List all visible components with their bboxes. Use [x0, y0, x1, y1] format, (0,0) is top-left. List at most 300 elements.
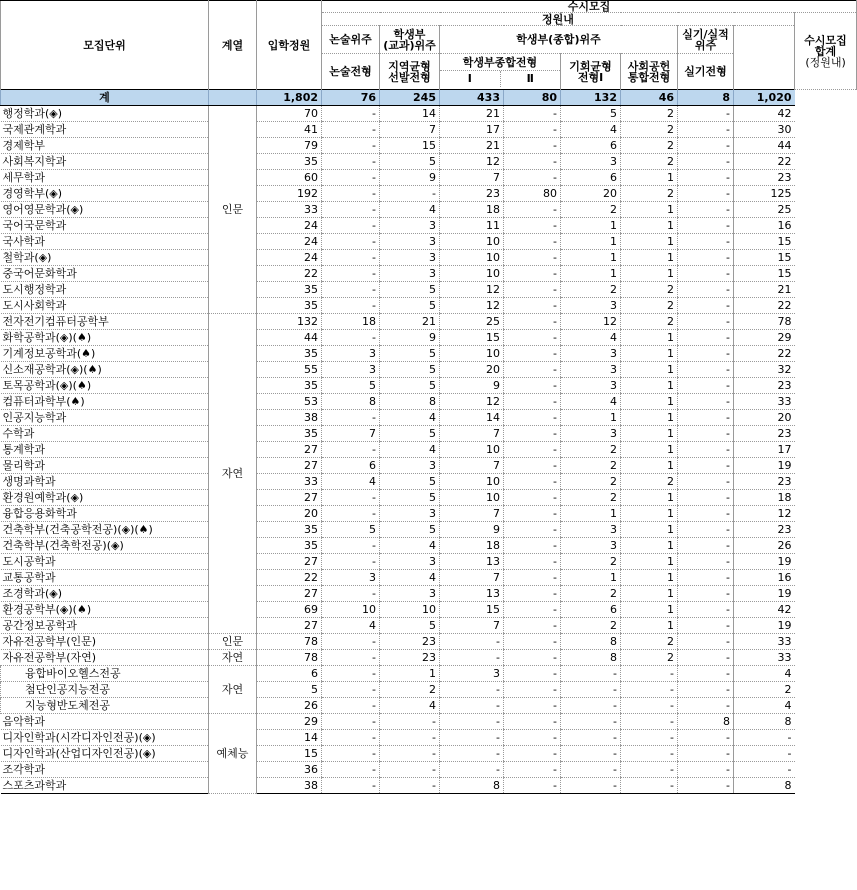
- regional-cell: -: [380, 746, 440, 762]
- essay-cell: 5: [322, 522, 380, 538]
- unit-name: 환경공학부(◈)(♠): [1, 602, 209, 618]
- quota-cell: 35: [257, 426, 322, 442]
- table-row: [1, 762, 857, 778]
- early-total-cell: 125: [734, 186, 795, 202]
- unit-name: 디자인학과(시각디자인전공)(◈): [1, 730, 209, 746]
- opportunity-cell: 2: [561, 442, 621, 458]
- holistic-1-cell: 10: [440, 346, 504, 362]
- opportunity-cell: 1: [561, 410, 621, 426]
- table-row: [1, 458, 857, 474]
- holistic-2-cell: -: [504, 346, 561, 362]
- early-total-cell: 15: [734, 234, 795, 250]
- quota-cell: 29: [257, 714, 322, 730]
- table-row: [1, 394, 857, 410]
- holistic-2-cell: -: [504, 266, 561, 282]
- social-cell: 2: [621, 154, 678, 170]
- early-total-cell: 32: [734, 362, 795, 378]
- header-holistic-sub: [440, 71, 560, 87]
- essay-cell: -: [322, 490, 380, 506]
- early-total-cell: 23: [734, 522, 795, 538]
- essay-cell: -: [322, 762, 380, 778]
- essay-cell: -: [322, 698, 380, 714]
- quota-cell: 24: [257, 250, 322, 266]
- social-cell: 1: [621, 170, 678, 186]
- holistic-1-cell: 15: [440, 330, 504, 346]
- essay-cell: 4: [322, 618, 380, 634]
- early-total-cell: 33: [734, 394, 795, 410]
- holistic-2-cell: -: [504, 490, 561, 506]
- total-holistic-1: 433: [440, 90, 504, 106]
- regional-cell: 9: [380, 170, 440, 186]
- practical-cell: -: [678, 314, 734, 330]
- regional-cell: 21: [380, 314, 440, 330]
- opportunity-cell: 6: [561, 138, 621, 154]
- early-total-cell: 19: [734, 586, 795, 602]
- table-row: [1, 618, 857, 634]
- practical-cell: -: [678, 538, 734, 554]
- regional-cell: 23: [380, 634, 440, 650]
- essay-cell: -: [322, 410, 380, 426]
- holistic-1-cell: -: [440, 730, 504, 746]
- opportunity-cell: 3: [561, 362, 621, 378]
- total-label: 계: [1, 90, 209, 106]
- practical-cell: -: [678, 154, 734, 170]
- regional-cell: 4: [380, 202, 440, 218]
- regional-cell: -: [380, 714, 440, 730]
- essay-cell: -: [322, 586, 380, 602]
- regional-cell: 4: [380, 570, 440, 586]
- holistic-2-cell: -: [504, 154, 561, 170]
- holistic-2-cell: -: [504, 394, 561, 410]
- quota-cell: 53: [257, 394, 322, 410]
- practical-cell: -: [678, 570, 734, 586]
- regional-cell: 5: [380, 618, 440, 634]
- unit-name: 건축학부(건축학전공)(◈): [1, 538, 209, 554]
- social-cell: 1: [621, 458, 678, 474]
- holistic-2-cell: -: [504, 682, 561, 698]
- unit-name: 컴퓨터과학부(♠): [1, 394, 209, 410]
- regional-cell: 7: [380, 122, 440, 138]
- holistic-2-cell: -: [504, 442, 561, 458]
- regional-cell: 14: [380, 106, 440, 122]
- holistic-1-cell: -: [440, 746, 504, 762]
- holistic-1-cell: -: [440, 698, 504, 714]
- practical-cell: -: [678, 586, 734, 602]
- essay-cell: -: [322, 682, 380, 698]
- holistic-2-cell: -: [504, 602, 561, 618]
- header-in-quota: 정원내: [322, 13, 795, 26]
- table-row: [1, 410, 857, 426]
- table-row: [1, 154, 857, 170]
- header-record-group: 학생부 (교과)위주: [380, 26, 440, 54]
- opportunity-cell: 2: [561, 490, 621, 506]
- social-cell: 1: [621, 330, 678, 346]
- holistic-2-cell: -: [504, 698, 561, 714]
- holistic-1-cell: 14: [440, 410, 504, 426]
- unit-name: 도시공학과: [1, 554, 209, 570]
- table-row: [1, 490, 857, 506]
- essay-cell: -: [322, 538, 380, 554]
- opportunity-cell: 3: [561, 538, 621, 554]
- unit-name: 화학공학과(◈)(♠): [1, 330, 209, 346]
- practical-cell: -: [678, 234, 734, 250]
- regional-cell: 8: [380, 394, 440, 410]
- essay-cell: 7: [322, 426, 380, 442]
- regional-cell: 5: [380, 474, 440, 490]
- opportunity-cell: -: [561, 698, 621, 714]
- header-early-total-label: 수시모집 합계: [804, 33, 847, 58]
- regional-cell: 3: [380, 586, 440, 602]
- early-total-cell: 18: [734, 490, 795, 506]
- quota-cell: 22: [257, 266, 322, 282]
- holistic-2-cell: -: [504, 666, 561, 682]
- holistic-1-cell: 12: [440, 298, 504, 314]
- social-cell: 1: [621, 522, 678, 538]
- social-cell: 1: [621, 266, 678, 282]
- category-cell: 예체능: [209, 714, 257, 794]
- table-row: [1, 346, 857, 362]
- social-cell: 1: [621, 234, 678, 250]
- holistic-1-cell: 12: [440, 154, 504, 170]
- regional-cell: 4: [380, 698, 440, 714]
- total-social: 46: [621, 90, 678, 106]
- early-total-cell: 26: [734, 538, 795, 554]
- social-cell: 2: [621, 138, 678, 154]
- table-row: [1, 602, 857, 618]
- practical-cell: -: [678, 618, 734, 634]
- social-cell: 1: [621, 202, 678, 218]
- opportunity-cell: 20: [561, 186, 621, 202]
- social-cell: 2: [621, 282, 678, 298]
- essay-cell: -: [322, 266, 380, 282]
- quota-cell: 132: [257, 314, 322, 330]
- regional-cell: 3: [380, 234, 440, 250]
- unit-name: 스포츠과학과: [1, 778, 209, 794]
- early-total-cell: 20: [734, 410, 795, 426]
- social-cell: 1: [621, 426, 678, 442]
- opportunity-cell: 2: [561, 458, 621, 474]
- social-cell: 2: [621, 314, 678, 330]
- holistic-1-cell: -: [440, 634, 504, 650]
- holistic-2-cell: -: [504, 234, 561, 250]
- holistic-1-cell: 17: [440, 122, 504, 138]
- early-total-cell: 16: [734, 218, 795, 234]
- header-practical-type: 실기전형: [678, 54, 734, 90]
- quota-cell: 78: [257, 634, 322, 650]
- social-cell: 1: [621, 442, 678, 458]
- unit-name: 토목공학과(◈)(♠): [1, 378, 209, 394]
- holistic-1-cell: 7: [440, 506, 504, 522]
- quota-cell: 33: [257, 202, 322, 218]
- table-row: [1, 522, 857, 538]
- early-total-cell: 4: [734, 698, 795, 714]
- regional-cell: 5: [380, 522, 440, 538]
- social-cell: -: [621, 714, 678, 730]
- opportunity-cell: -: [561, 682, 621, 698]
- unit-name: 수학과: [1, 426, 209, 442]
- holistic-2-cell: -: [504, 250, 561, 266]
- holistic-1-cell: 10: [440, 266, 504, 282]
- quota-cell: 5: [257, 682, 322, 698]
- holistic-1-cell: 10: [440, 474, 504, 490]
- essay-cell: -: [322, 106, 380, 122]
- table-row: [1, 698, 857, 714]
- table-row: [1, 122, 857, 138]
- unit-name: 물리학과: [1, 458, 209, 474]
- opportunity-cell: 4: [561, 122, 621, 138]
- quota-cell: 36: [257, 762, 322, 778]
- holistic-1-cell: 7: [440, 170, 504, 186]
- early-total-cell: 17: [734, 442, 795, 458]
- essay-cell: 3: [322, 362, 380, 378]
- opportunity-cell: -: [561, 666, 621, 682]
- social-cell: 1: [621, 618, 678, 634]
- header-category: 계열: [209, 1, 257, 90]
- holistic-2-cell: -: [504, 314, 561, 330]
- opportunity-cell: 1: [561, 506, 621, 522]
- holistic-2-cell: -: [504, 522, 561, 538]
- early-total-cell: 44: [734, 138, 795, 154]
- social-cell: 1: [621, 506, 678, 522]
- total-regional: 245: [380, 90, 440, 106]
- holistic-1-cell: 10: [440, 442, 504, 458]
- practical-cell: -: [678, 378, 734, 394]
- header-social-type: 사회공헌 통합전형: [621, 54, 678, 90]
- essay-cell: -: [322, 202, 380, 218]
- holistic-2-cell: -: [504, 554, 561, 570]
- quota-cell: 35: [257, 378, 322, 394]
- total-holistic-2: 80: [504, 90, 561, 106]
- regional-cell: 3: [380, 554, 440, 570]
- early-total-cell: 8: [734, 778, 795, 794]
- unit-name: 전자전기컴퓨터공학부: [1, 314, 209, 330]
- opportunity-cell: 8: [561, 650, 621, 666]
- holistic-2-cell: -: [504, 474, 561, 490]
- opportunity-cell: 1: [561, 234, 621, 250]
- holistic-1-cell: 8: [440, 778, 504, 794]
- table-row: [1, 234, 857, 250]
- quota-cell: 35: [257, 538, 322, 554]
- early-total-cell: 25: [734, 202, 795, 218]
- practical-cell: -: [678, 394, 734, 410]
- holistic-2-cell: -: [504, 378, 561, 394]
- quota-cell: 24: [257, 234, 322, 250]
- opportunity-cell: 8: [561, 634, 621, 650]
- practical-cell: -: [678, 346, 734, 362]
- unit-name: 경영학부(◈): [1, 186, 209, 202]
- opportunity-cell: 2: [561, 282, 621, 298]
- quota-cell: 27: [257, 490, 322, 506]
- opportunity-cell: 4: [561, 394, 621, 410]
- regional-cell: 1: [380, 666, 440, 682]
- early-total-cell: 19: [734, 618, 795, 634]
- practical-cell: -: [678, 554, 734, 570]
- unit-name: 국제관계학과: [1, 122, 209, 138]
- regional-cell: 3: [380, 250, 440, 266]
- quota-cell: 35: [257, 298, 322, 314]
- essay-cell: -: [322, 330, 380, 346]
- regional-cell: 2: [380, 682, 440, 698]
- opportunity-cell: 3: [561, 378, 621, 394]
- social-cell: 1: [621, 554, 678, 570]
- unit-name: 경제학부: [1, 138, 209, 154]
- opportunity-cell: 3: [561, 346, 621, 362]
- unit-name: 융합바이오헬스전공: [1, 666, 209, 682]
- total-essay: 76: [322, 90, 380, 106]
- regional-cell: 5: [380, 282, 440, 298]
- table-row: [1, 650, 857, 666]
- regional-cell: -: [380, 778, 440, 794]
- social-cell: 1: [621, 538, 678, 554]
- early-total-cell: 23: [734, 474, 795, 490]
- header-holistic-1: Ⅰ: [440, 71, 501, 87]
- opportunity-cell: 2: [561, 554, 621, 570]
- practical-cell: -: [678, 266, 734, 282]
- quota-cell: 38: [257, 410, 322, 426]
- social-cell: 1: [621, 602, 678, 618]
- essay-cell: 6: [322, 458, 380, 474]
- regional-cell: -: [380, 730, 440, 746]
- essay-cell: -: [322, 186, 380, 202]
- early-total-cell: 21: [734, 282, 795, 298]
- regional-cell: 5: [380, 378, 440, 394]
- unit-name: 첨단인공지능전공: [1, 682, 209, 698]
- quota-cell: 20: [257, 506, 322, 522]
- essay-cell: -: [322, 506, 380, 522]
- holistic-2-cell: -: [504, 538, 561, 554]
- social-cell: -: [621, 698, 678, 714]
- category-cell: 인문: [209, 106, 257, 314]
- opportunity-cell: 2: [561, 202, 621, 218]
- holistic-2-cell: -: [504, 650, 561, 666]
- unit-name: 환경원예학과(◈): [1, 490, 209, 506]
- table-row: [1, 330, 857, 346]
- opportunity-cell: 2: [561, 618, 621, 634]
- practical-cell: -: [678, 442, 734, 458]
- holistic-1-cell: 7: [440, 570, 504, 586]
- table-row: [1, 170, 857, 186]
- holistic-2-cell: -: [504, 202, 561, 218]
- holistic-2-cell: -: [504, 362, 561, 378]
- social-cell: -: [621, 666, 678, 682]
- essay-cell: -: [322, 778, 380, 794]
- opportunity-cell: 1: [561, 218, 621, 234]
- early-total-cell: 23: [734, 170, 795, 186]
- table-row: [1, 378, 857, 394]
- quota-cell: 35: [257, 346, 322, 362]
- table-row: [1, 554, 857, 570]
- early-total-cell: 8: [734, 714, 795, 730]
- practical-cell: -: [678, 634, 734, 650]
- practical-cell: -: [678, 490, 734, 506]
- quota-cell: 6: [257, 666, 322, 682]
- header-early-admission: 수시모집: [322, 1, 857, 13]
- unit-name: 철학과(◈): [1, 250, 209, 266]
- table-row: [1, 570, 857, 586]
- unit-name: 디자인학과(산업디자인전공)(◈): [1, 746, 209, 762]
- unit-name: 지능형반도체전공: [1, 698, 209, 714]
- opportunity-cell: 3: [561, 298, 621, 314]
- opportunity-cell: 6: [561, 602, 621, 618]
- practical-cell: -: [678, 762, 734, 778]
- header-opportunity-type: 기회균형 전형Ⅰ: [561, 54, 621, 90]
- social-cell: 1: [621, 346, 678, 362]
- holistic-2-cell: -: [504, 778, 561, 794]
- early-total-cell: 42: [734, 602, 795, 618]
- table-row: [1, 506, 857, 522]
- holistic-2-cell: -: [504, 330, 561, 346]
- regional-cell: 5: [380, 298, 440, 314]
- holistic-1-cell: 15: [440, 602, 504, 618]
- regional-cell: 3: [380, 266, 440, 282]
- holistic-1-cell: 9: [440, 522, 504, 538]
- practical-cell: -: [678, 426, 734, 442]
- holistic-2-cell: -: [504, 762, 561, 778]
- social-cell: -: [621, 682, 678, 698]
- holistic-1-cell: 12: [440, 394, 504, 410]
- practical-cell: -: [678, 602, 734, 618]
- holistic-1-cell: 13: [440, 586, 504, 602]
- practical-cell: -: [678, 170, 734, 186]
- regional-cell: 4: [380, 410, 440, 426]
- essay-cell: -: [322, 170, 380, 186]
- unit-name: 건축학부(건축공학전공)(◈)(♠): [1, 522, 209, 538]
- quota-cell: 15: [257, 746, 322, 762]
- practical-cell: -: [678, 410, 734, 426]
- regional-cell: 4: [380, 538, 440, 554]
- quota-cell: 79: [257, 138, 322, 154]
- social-cell: 2: [621, 650, 678, 666]
- social-cell: 2: [621, 474, 678, 490]
- practical-cell: -: [678, 122, 734, 138]
- header-holistic-type: [440, 54, 561, 90]
- early-total-cell: 15: [734, 250, 795, 266]
- quota-cell: 35: [257, 522, 322, 538]
- holistic-2-cell: -: [504, 586, 561, 602]
- holistic-1-cell: 13: [440, 554, 504, 570]
- table-row: [1, 778, 857, 794]
- holistic-1-cell: 7: [440, 618, 504, 634]
- regional-cell: 5: [380, 346, 440, 362]
- regional-cell: 23: [380, 650, 440, 666]
- opportunity-cell: 6: [561, 170, 621, 186]
- social-cell: 1: [621, 378, 678, 394]
- opportunity-cell: 3: [561, 522, 621, 538]
- holistic-1-cell: 10: [440, 490, 504, 506]
- practical-cell: -: [678, 282, 734, 298]
- holistic-1-cell: 18: [440, 202, 504, 218]
- holistic-1-cell: 25: [440, 314, 504, 330]
- opportunity-cell: 3: [561, 154, 621, 170]
- holistic-1-cell: 10: [440, 250, 504, 266]
- social-cell: 2: [621, 298, 678, 314]
- quota-cell: 35: [257, 154, 322, 170]
- quota-cell: 44: [257, 330, 322, 346]
- practical-cell: -: [678, 730, 734, 746]
- opportunity-cell: 5: [561, 106, 621, 122]
- quota-cell: 192: [257, 186, 322, 202]
- early-total-cell: 16: [734, 570, 795, 586]
- category-cell: 인문: [209, 634, 257, 650]
- social-cell: 1: [621, 586, 678, 602]
- unit-name: 융합응용화학과: [1, 506, 209, 522]
- quota-cell: 27: [257, 442, 322, 458]
- header-unit: 모집단위: [1, 1, 209, 90]
- table-row: [1, 298, 857, 314]
- practical-cell: -: [678, 666, 734, 682]
- holistic-2-cell: -: [504, 714, 561, 730]
- social-cell: 1: [621, 490, 678, 506]
